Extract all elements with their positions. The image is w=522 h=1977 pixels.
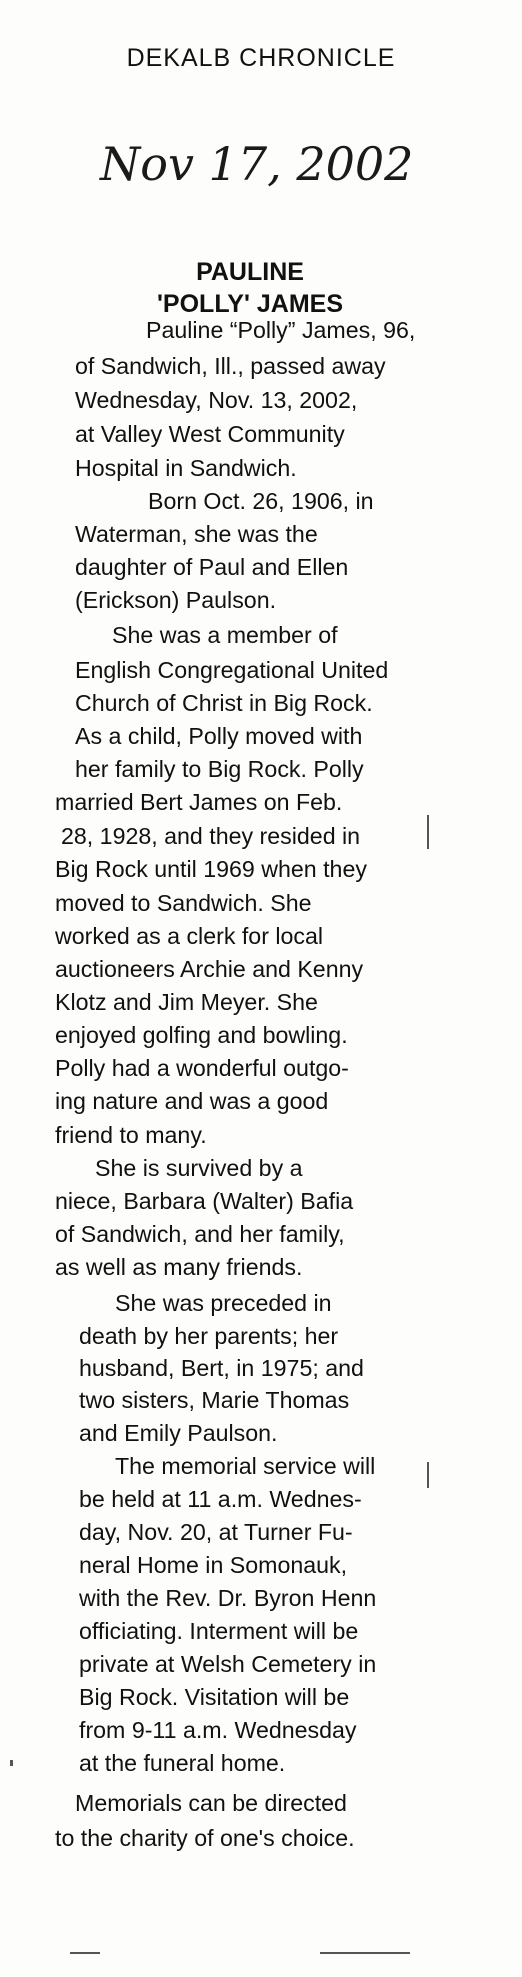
obituary-line: Memorials can be directed <box>75 1790 347 1816</box>
obituary-line: worked as a clerk for local <box>55 923 324 949</box>
obituary-line: friend to many. <box>55 1122 207 1148</box>
obituary-line: husband, Bert, in 1975; and <box>79 1355 364 1381</box>
obituary-line: with the Rev. Dr. Byron Henn <box>79 1585 377 1611</box>
obituary-line: As a child, Polly moved with <box>75 723 363 749</box>
obituary-line: Polly had a wonderful outgo- <box>55 1055 349 1081</box>
obituary-line: Church of Christ in Big Rock. <box>75 690 373 716</box>
obituary-line: Big Rock until 1969 when they <box>55 856 367 882</box>
obituary-line: from 9-11 a.m. Wednesday <box>79 1717 357 1743</box>
obituary-line: be held at 11 a.m. Wednes- <box>79 1486 362 1512</box>
newspaper-masthead: DEKALB CHRONICLE <box>126 44 396 72</box>
obituary-line: Born Oct. 26, 1906, in <box>148 488 374 514</box>
scan-speck <box>10 1760 13 1766</box>
obituary-line: English Congregational United <box>75 657 389 683</box>
obituary-line: at the funeral home. <box>79 1750 286 1776</box>
obituary-line: Big Rock. Visitation will be <box>79 1684 350 1710</box>
obituary-line: at Valley West Community <box>75 421 345 447</box>
handwritten-date-text: Nov 17, 2002 <box>100 137 414 191</box>
obituary-line: ing nature and was a good <box>55 1088 329 1114</box>
obituary-line: enjoyed golfing and bowling. <box>55 1022 348 1048</box>
obituary-headline-nickname: 'POLLY' JAMES <box>156 290 343 318</box>
obituary-line: of Sandwich, and her family, <box>55 1221 345 1247</box>
obituary-line: Pauline “Polly” James, 96, <box>146 317 416 343</box>
obituary-line: daughter of Paul and Ellen <box>75 554 349 580</box>
obituary-line: and Emily Paulson. <box>79 1420 278 1446</box>
scan-speck <box>70 1952 100 1954</box>
obituary-line: moved to Sandwich. She <box>55 890 312 916</box>
obituary-line: auctioneers Archie and Kenny <box>55 956 364 982</box>
scan-speck <box>320 1952 410 1954</box>
obituary-line: private at Welsh Cemetery in <box>79 1651 377 1677</box>
obituary-line: to the charity of one's choice. <box>55 1825 355 1851</box>
obituary-line: Klotz and Jim Meyer. She <box>55 989 318 1015</box>
obituary-line: officiating. Interment will be <box>79 1618 359 1644</box>
handwritten-date <box>0 128 522 203</box>
obituary-line: married Bert James on Feb. <box>55 789 343 815</box>
obituary-headline-name: PAULINE <box>196 258 304 286</box>
obituary-line: of Sandwich, Ill., passed away <box>75 353 386 379</box>
obituary-line: death by her parents; her <box>79 1323 339 1349</box>
obituary-line: 28, 1928, and they resided in <box>61 823 361 849</box>
obituary-line: The memorial service will <box>115 1453 376 1479</box>
obituary-line: neral Home in Somonauk, <box>79 1552 348 1578</box>
obituary-line: She was preceded in <box>115 1290 332 1316</box>
obituary-line: day, Nov. 20, at Turner Fu- <box>79 1519 353 1545</box>
obituary-line: (Erickson) Paulson. <box>75 587 277 613</box>
obituary-line: She was a member of <box>112 622 338 648</box>
obituary-line: niece, Barbara (Walter) Bafia <box>55 1188 354 1214</box>
obituary-line: Waterman, she was the <box>75 521 318 547</box>
obituary-line: Hospital in Sandwich. <box>75 455 297 481</box>
scan-speck <box>427 815 429 849</box>
scan-speck <box>427 1462 429 1488</box>
obituary-line: two sisters, Marie Thomas <box>79 1387 350 1413</box>
obituary-line: Wednesday, Nov. 13, 2002, <box>75 387 358 413</box>
obituary-line: her family to Big Rock. Polly <box>75 756 364 782</box>
obituary-line: as well as many friends. <box>55 1254 303 1280</box>
obituary-line: She is survived by a <box>95 1155 303 1181</box>
